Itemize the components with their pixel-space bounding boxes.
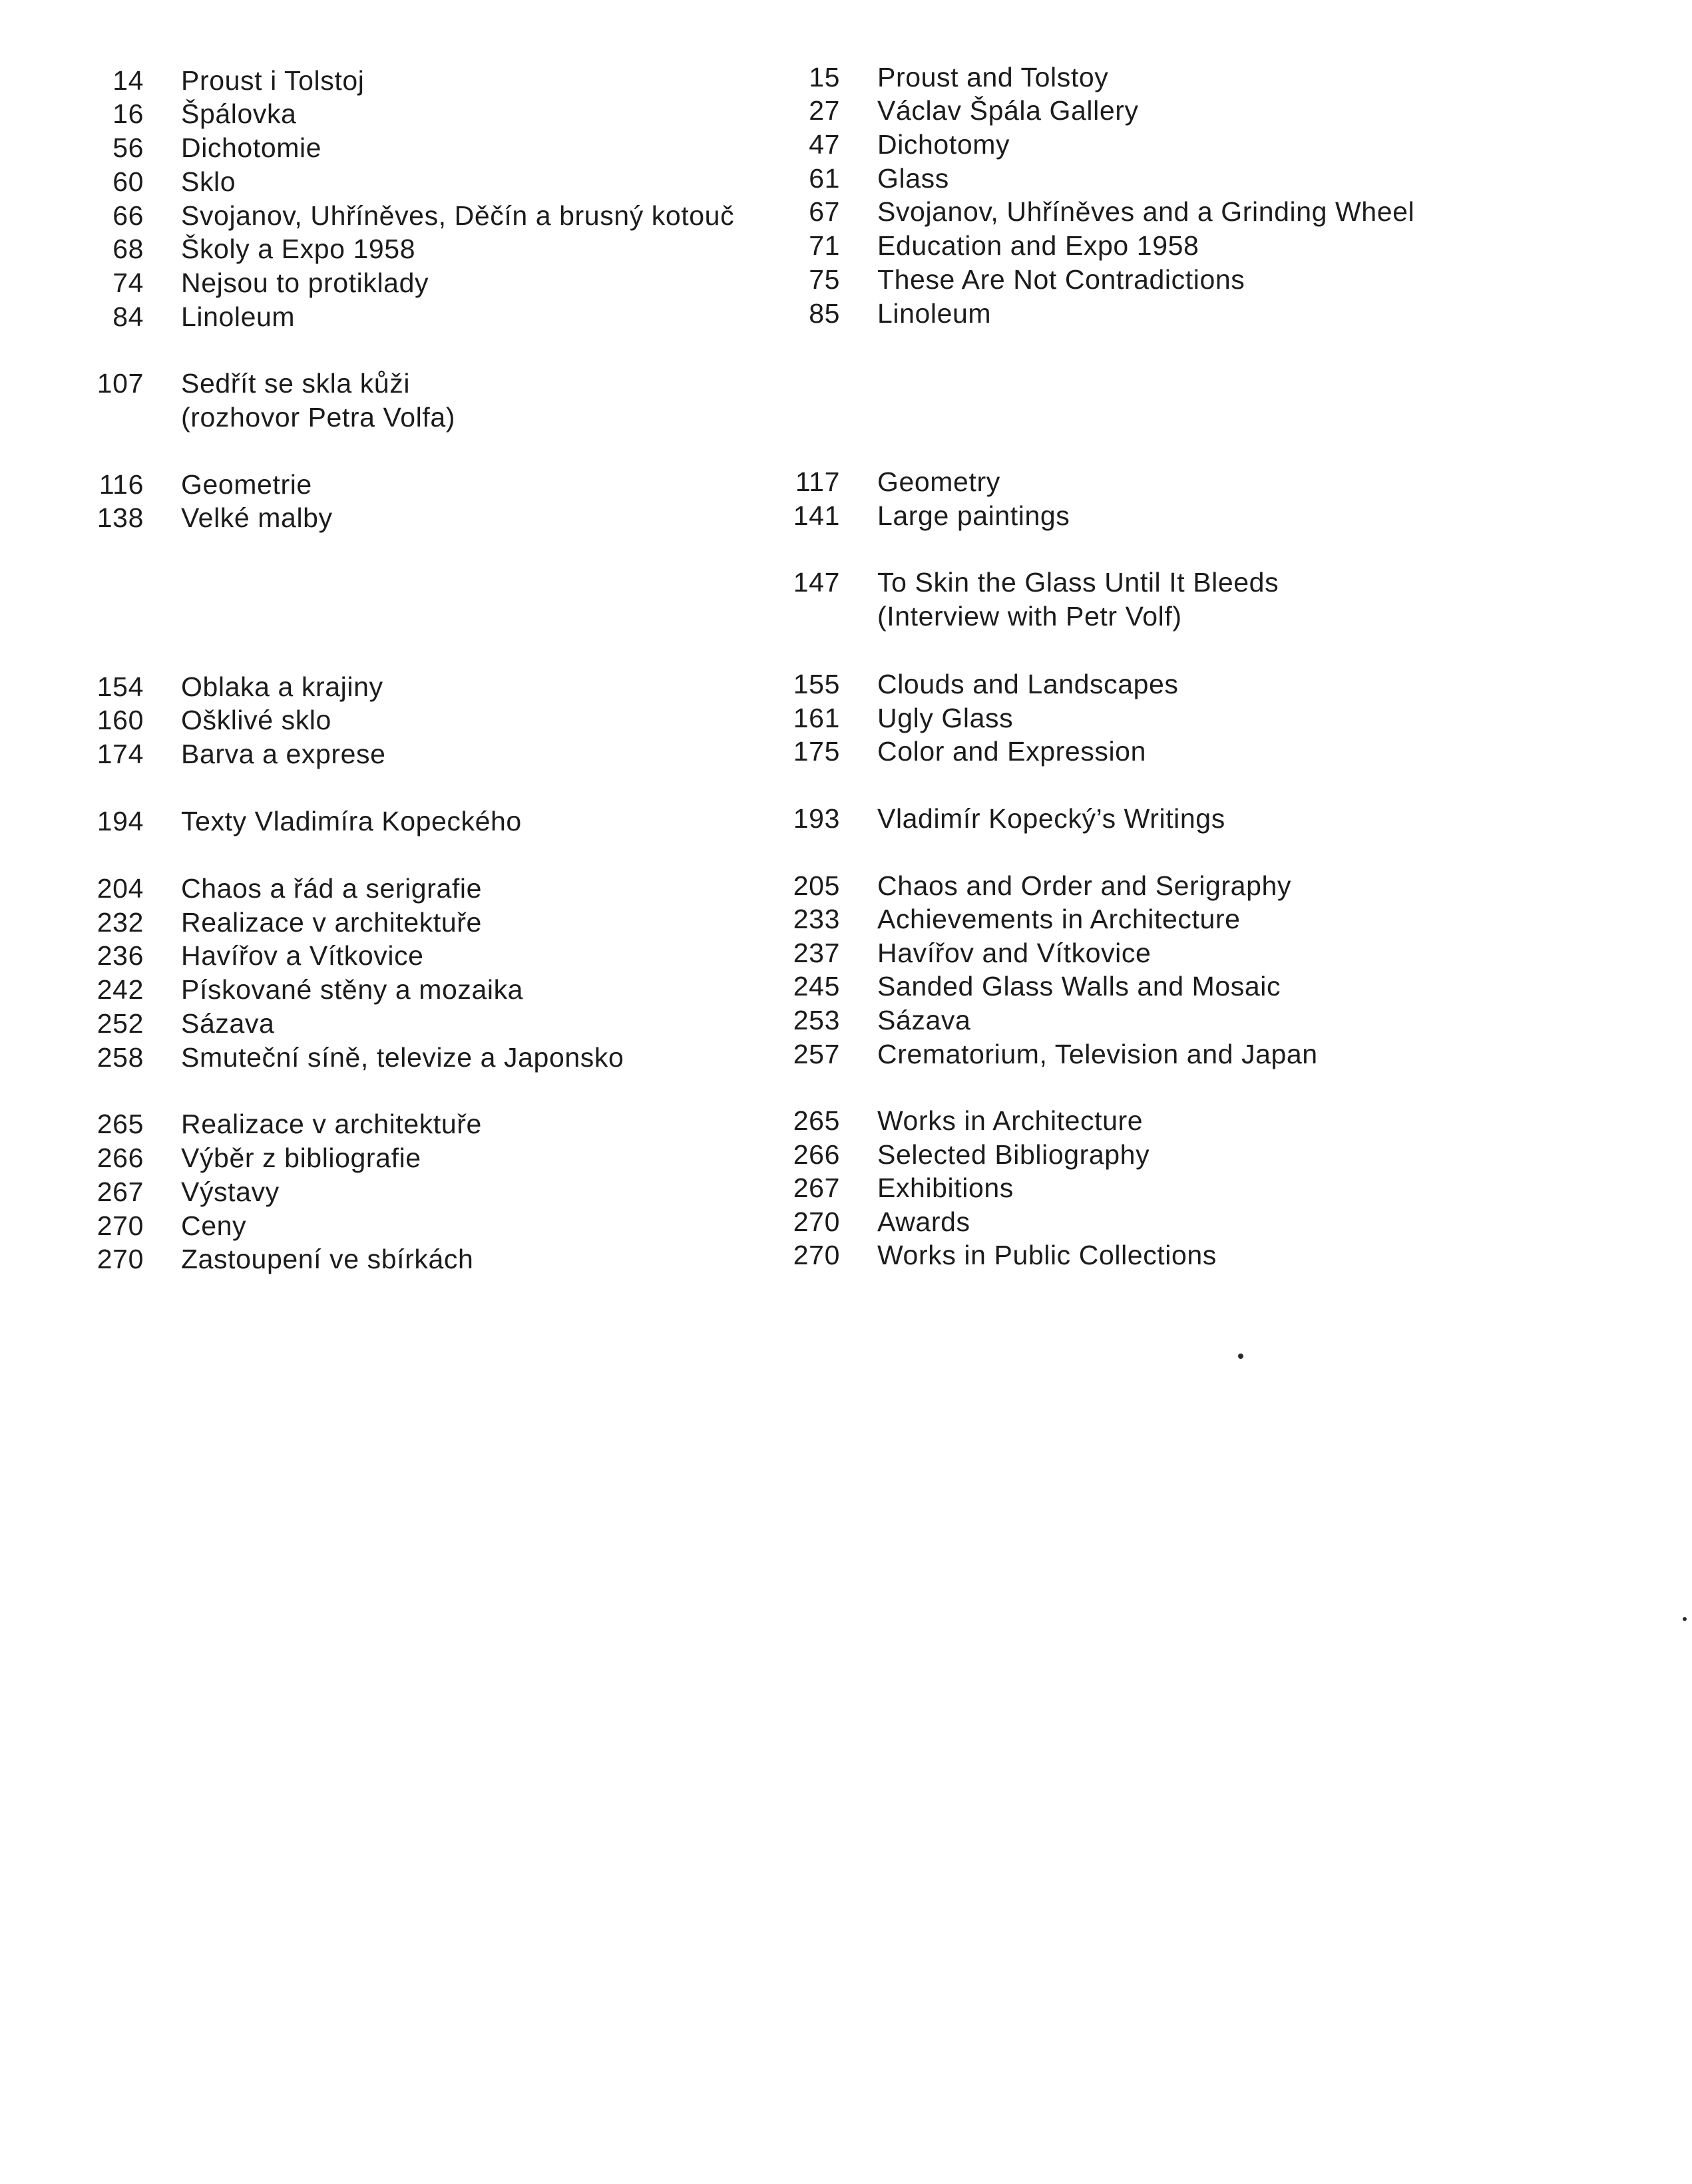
entry-title-line: Chaos a řád a serigrafie [181, 873, 482, 904]
entry-title [877, 1003, 970, 1037]
entry-title [877, 735, 1146, 769]
page-number: 67 [809, 196, 840, 227]
page-number: 232 [97, 907, 144, 938]
entry-title-line: Works in Public Collections [877, 1240, 1217, 1270]
page-number: 27 [809, 95, 840, 126]
entry-title [877, 229, 1199, 263]
page-number: 74 [112, 268, 144, 298]
entry-title [877, 61, 1108, 94]
entry-title-line: Realizace v architektuře [181, 1109, 482, 1139]
entry-title [877, 94, 1139, 128]
page-number: 194 [97, 806, 144, 836]
entry-title-line: Špálovka [181, 98, 297, 129]
entry-title-line: Realizace v architektuře [181, 907, 482, 938]
entry-title-line: Zastoupení ve sbírkách [181, 1244, 474, 1274]
entry-title-line: Texty Vladimíra Kopeckého [181, 806, 522, 836]
entry-title [877, 1138, 1150, 1172]
page-number: 15 [809, 62, 840, 92]
page-number: 107 [97, 368, 144, 399]
page-number: 193 [793, 803, 840, 834]
entry-title-line: Sázava [877, 1005, 971, 1035]
entry-title-line: Dichotomy [877, 129, 1010, 160]
entry-title [877, 128, 1010, 162]
page-number: 236 [97, 940, 144, 971]
entry-title-line: Sedřít se skla kůži [181, 368, 411, 399]
entry-title [877, 902, 1241, 936]
entry-title-line: Václav Špála Gallery [877, 95, 1139, 126]
page-number: 265 [793, 1105, 840, 1136]
entry-title-line: Školy a Expo 1958 [181, 234, 416, 264]
entry-title [877, 667, 1179, 701]
page-number: 141 [793, 500, 840, 531]
page-number: 155 [793, 669, 840, 699]
entry-title-line: Selected Bibliography [877, 1139, 1150, 1170]
entry-title-line: Geometrie [181, 469, 312, 500]
page-number: 14 [112, 65, 144, 96]
entry-title-line: To Skin the Glass Until It Bleeds [877, 567, 1279, 598]
entry-title-line: Large paintings [877, 500, 1070, 531]
entry-title-line: Proust i Tolstoj [181, 65, 365, 96]
page-number: 68 [112, 234, 144, 264]
page-number: 267 [97, 1177, 144, 1207]
entry-title-line: Velké malby [181, 502, 333, 533]
entry-title-line: Achievements in Architecture [877, 904, 1241, 934]
page-number: 60 [112, 166, 144, 197]
entry-title-line: Ceny [181, 1210, 247, 1241]
page-number: 174 [97, 739, 144, 769]
page-number: 266 [793, 1139, 840, 1170]
entry-title-line: Havířov a Vítkovice [181, 940, 424, 971]
page-number: 204 [97, 873, 144, 904]
entry-title-line: Nejsou to protiklady [181, 268, 429, 298]
page-number: 245 [793, 971, 840, 1001]
entry-title [877, 195, 1414, 229]
scan-speck [1683, 1617, 1687, 1621]
entry-title-line: Dichotomie [181, 132, 322, 163]
page-number: 253 [793, 1005, 840, 1035]
page-number: 270 [97, 1244, 144, 1274]
entry-title-line: Svojanov, Uhříněves, Děčín a brusný kotouč [181, 200, 735, 231]
page-number: 205 [793, 870, 840, 901]
entry-title-line: Ugly Glass [877, 703, 1014, 733]
entry-title-line: Pískované stěny a mozaika [181, 974, 524, 1005]
page-number: 175 [793, 736, 840, 767]
entry-title [877, 499, 1070, 533]
page-number: 116 [99, 469, 144, 500]
entry-title [877, 1104, 1143, 1138]
entry-title-line: Sázava [181, 1008, 275, 1039]
entry-title [877, 162, 949, 196]
entry-title-line: Svojanov, Uhříněves and a Grinding Wheel [877, 196, 1415, 227]
entry-title [877, 1205, 970, 1239]
page-number: 16 [112, 98, 144, 129]
entry-title [877, 297, 991, 331]
page-number: 270 [793, 1206, 840, 1237]
entry-title-line: Crematorium, Television and Japan [877, 1039, 1318, 1069]
page-number: 252 [97, 1008, 144, 1039]
entry-title-line: Linoleum [877, 298, 992, 329]
page-number: 267 [793, 1173, 840, 1203]
page-number: 84 [112, 301, 144, 332]
entry-title [877, 263, 1245, 297]
entry-title [877, 1037, 1318, 1071]
page-number: 266 [97, 1143, 144, 1173]
page-number: 154 [97, 671, 144, 702]
page-number: 160 [97, 705, 144, 735]
page-number: 161 [793, 703, 840, 733]
page-number: 270 [97, 1210, 144, 1241]
page-number: 147 [793, 567, 840, 598]
entry-title-line: Výběr z bibliografie [181, 1143, 421, 1173]
page-number: 138 [97, 502, 144, 533]
page-number: 117 [795, 466, 840, 497]
entry-title-line: (rozhovor Petra Volfa) [181, 402, 455, 433]
entry-title [877, 566, 1279, 634]
entry-title-line: Awards [877, 1206, 970, 1237]
entry-title-line: Proust and Tolstoy [877, 62, 1109, 92]
page-number: 61 [809, 163, 840, 194]
page-number: 265 [97, 1109, 144, 1139]
page-number: 85 [809, 298, 840, 329]
page-number: 233 [793, 904, 840, 934]
page-number: 47 [809, 129, 840, 160]
entry-title-line: Linoleum [181, 301, 296, 332]
page-number: 71 [809, 230, 840, 261]
entry-title-line: Glass [877, 163, 949, 194]
entry-title-line: Chaos and Order and Serigraphy [877, 870, 1291, 901]
page-number: 56 [112, 132, 144, 163]
scan-speck [1238, 1354, 1243, 1359]
page-number: 258 [97, 1042, 144, 1073]
entry-title-line: Sklo [181, 166, 236, 197]
entry-title-line: Geometry [877, 466, 1000, 497]
entry-title-line: Exhibitions [877, 1173, 1014, 1203]
entry-title-line: Works in Architecture [877, 1105, 1144, 1136]
entry-title [877, 1238, 1217, 1272]
entry-title-line: These Are Not Contradictions [877, 264, 1245, 295]
entry-title-line: Havířov and Vítkovice [877, 938, 1152, 968]
page-number: 237 [793, 938, 840, 968]
entry-title [877, 802, 1225, 836]
entry-title-line: Vladimír Kopecký’s Writings [877, 803, 1225, 834]
page-number: 66 [112, 200, 144, 231]
entry-title [877, 465, 1000, 499]
entry-title-line: Ošklivé sklo [181, 705, 331, 735]
entry-title [877, 1171, 1014, 1205]
page-number: 75 [809, 264, 840, 295]
entry-title-line: Sanded Glass Walls and Mosaic [877, 971, 1281, 1001]
entry-title-line: Výstavy [181, 1177, 280, 1207]
entry-title-line: Education and Expo 1958 [877, 230, 1199, 261]
entry-title-line: Color and Expression [877, 736, 1146, 767]
page-number: 242 [97, 974, 144, 1005]
entry-title-line: Clouds and Landscapes [877, 669, 1179, 699]
entry-title-line: Smuteční síně, televize a Japonsko [181, 1042, 624, 1073]
entry-title-line: (Interview with Petr Volf) [877, 601, 1182, 632]
entry-title [877, 701, 1013, 735]
entry-title [877, 936, 1151, 970]
entry-title-line: Oblaka a krajiny [181, 671, 383, 702]
entry-title [877, 970, 1281, 1003]
entry-title-line: Barva a exprese [181, 739, 386, 769]
page-number: 270 [793, 1240, 840, 1270]
entry-title [877, 869, 1291, 903]
page-number: 257 [793, 1039, 840, 1069]
